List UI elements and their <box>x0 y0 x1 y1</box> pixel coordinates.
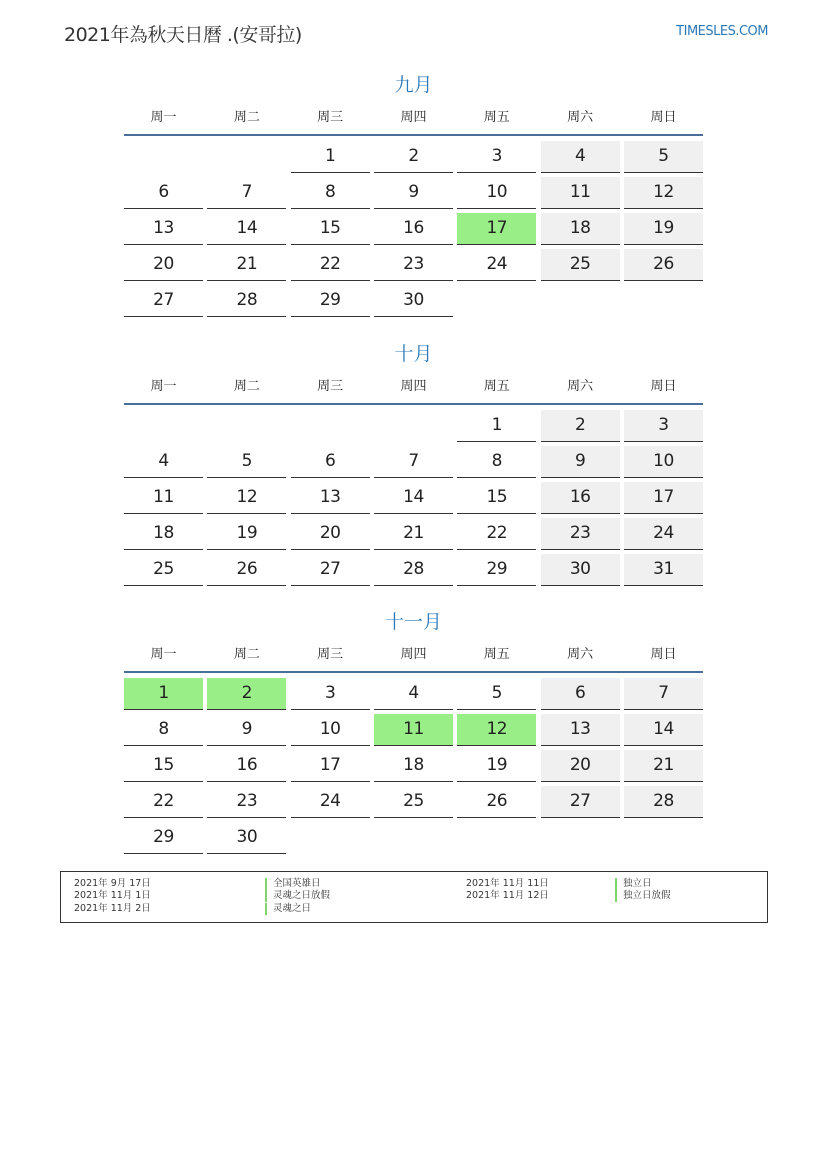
day-cell: 14 <box>374 482 453 514</box>
day-cell: 28 <box>374 554 453 586</box>
day-cell: 5 <box>207 446 286 478</box>
day-cell: 4 <box>124 446 203 478</box>
day-cell: 2 <box>207 678 286 710</box>
legend-holiday-name: 全国英雄日 <box>265 878 321 890</box>
header-divider <box>124 671 703 673</box>
weekday-label: 周日 <box>650 110 677 125</box>
empty-cell <box>541 285 620 317</box>
day-cell: 12 <box>207 482 286 514</box>
weekday-label: 周五 <box>483 379 510 394</box>
weekday-label: 周二 <box>233 110 260 125</box>
day-cell: 18 <box>124 518 203 550</box>
weekday-label: 周三 <box>317 647 344 662</box>
day-cell: 30 <box>207 822 286 854</box>
day-cell: 26 <box>207 554 286 586</box>
header-divider <box>124 403 703 405</box>
weekday-header <box>124 375 703 403</box>
day-cell: 13 <box>541 714 620 746</box>
day-cell: 12 <box>624 177 703 209</box>
weekday-label: 周四 <box>400 379 427 394</box>
day-cell: 22 <box>457 518 536 550</box>
day-cell: 16 <box>207 750 286 782</box>
day-cell: 8 <box>457 446 536 478</box>
day-cell: 29 <box>457 554 536 586</box>
day-cell: 1 <box>291 141 370 173</box>
day-cell: 23 <box>541 518 620 550</box>
weekday-label: 周六 <box>567 110 594 125</box>
month-calendar <box>124 339 703 586</box>
weekday-label: 周日 <box>650 647 677 662</box>
empty-cell <box>624 285 703 317</box>
weekday-label: 周二 <box>233 379 260 394</box>
day-cell: 17 <box>291 750 370 782</box>
empty-cell <box>624 822 703 854</box>
page-title: 2021年為秋天日曆 .(安哥拉) <box>64 24 302 46</box>
day-cell: 13 <box>124 213 203 245</box>
day-cell: 27 <box>124 285 203 317</box>
day-cell: 29 <box>124 822 203 854</box>
month-title: 十一月 <box>384 611 442 633</box>
day-cell: 23 <box>374 249 453 281</box>
day-cell: 4 <box>374 678 453 710</box>
day-cell: 3 <box>291 678 370 710</box>
day-cell: 22 <box>291 249 370 281</box>
day-cell: 10 <box>457 177 536 209</box>
day-cell: 13 <box>291 482 370 514</box>
day-cell: 26 <box>624 249 703 281</box>
day-cell: 28 <box>624 786 703 818</box>
weekday-label: 周三 <box>317 379 344 394</box>
empty-cell <box>374 822 453 854</box>
month-calendar <box>124 70 703 317</box>
day-cell: 9 <box>374 177 453 209</box>
weekday-label: 周六 <box>567 647 594 662</box>
month-title: 九月 <box>394 74 433 96</box>
weekday-label: 周日 <box>650 379 677 394</box>
day-cell: 30 <box>374 285 453 317</box>
weekday-label: 周三 <box>317 110 344 125</box>
weekday-label: 周一 <box>150 379 177 394</box>
day-cell: 22 <box>124 786 203 818</box>
day-cell: 19 <box>624 213 703 245</box>
day-cell: 27 <box>291 554 370 586</box>
empty-cell <box>291 822 370 854</box>
day-cell: 1 <box>124 678 203 710</box>
day-cell: 25 <box>374 786 453 818</box>
day-cell: 19 <box>207 518 286 550</box>
day-cell: 14 <box>624 714 703 746</box>
day-cell: 7 <box>374 446 453 478</box>
day-cell: 18 <box>374 750 453 782</box>
day-cell: 16 <box>374 213 453 245</box>
day-cell: 18 <box>541 213 620 245</box>
day-cell: 15 <box>291 213 370 245</box>
legend-date: 2021年 11月 1日 <box>74 890 151 901</box>
day-cell: 28 <box>207 285 286 317</box>
legend-holiday-name: 灵魂之日 <box>265 903 311 915</box>
day-cell: 5 <box>624 141 703 173</box>
legend-holiday-name: 独立日 <box>615 878 652 890</box>
empty-cell <box>291 410 370 442</box>
day-cell: 25 <box>541 249 620 281</box>
header-divider <box>124 134 703 136</box>
weekday-header <box>124 643 703 671</box>
legend-date: 2021年 11月 2日 <box>74 903 151 914</box>
day-cell: 9 <box>541 446 620 478</box>
day-cell: 15 <box>124 750 203 782</box>
day-cell: 3 <box>624 410 703 442</box>
day-cell: 20 <box>291 518 370 550</box>
day-cell: 9 <box>207 714 286 746</box>
day-cell: 25 <box>124 554 203 586</box>
day-cell: 6 <box>124 177 203 209</box>
day-cell: 24 <box>291 786 370 818</box>
day-cell: 6 <box>291 446 370 478</box>
day-cell: 4 <box>541 141 620 173</box>
day-cell: 17 <box>457 213 536 245</box>
day-cell: 21 <box>624 750 703 782</box>
empty-cell <box>374 410 453 442</box>
weekday-header <box>124 106 703 134</box>
day-cell: 24 <box>624 518 703 550</box>
day-cell: 31 <box>624 554 703 586</box>
day-cell: 21 <box>374 518 453 550</box>
day-cell: 5 <box>457 678 536 710</box>
legend-date: 2021年 9月 17日 <box>74 878 151 889</box>
day-cell: 1 <box>457 410 536 442</box>
day-cell: 30 <box>541 554 620 586</box>
day-cell: 10 <box>624 446 703 478</box>
brand-link[interactable]: TIMESLES.COM <box>676 24 768 39</box>
day-cell: 21 <box>207 249 286 281</box>
weekday-label: 周五 <box>483 110 510 125</box>
day-cell: 7 <box>207 177 286 209</box>
day-cell: 10 <box>291 714 370 746</box>
day-cell: 23 <box>207 786 286 818</box>
day-grid <box>124 141 703 317</box>
day-cell: 20 <box>541 750 620 782</box>
empty-cell <box>457 822 536 854</box>
day-cell: 20 <box>124 249 203 281</box>
day-cell: 19 <box>457 750 536 782</box>
day-cell: 3 <box>457 141 536 173</box>
empty-cell <box>124 410 203 442</box>
day-cell: 12 <box>457 714 536 746</box>
day-cell: 11 <box>124 482 203 514</box>
weekday-label: 周四 <box>400 647 427 662</box>
weekday-label: 周六 <box>567 379 594 394</box>
weekday-label: 周四 <box>400 110 427 125</box>
legend-holiday-name: 独立日放假 <box>615 890 671 902</box>
day-cell: 8 <box>124 714 203 746</box>
empty-cell <box>124 141 203 173</box>
day-cell: 29 <box>291 285 370 317</box>
empty-cell <box>541 822 620 854</box>
empty-cell <box>207 410 286 442</box>
weekday-label: 周一 <box>150 110 177 125</box>
holiday-legend <box>60 871 768 923</box>
day-cell: 26 <box>457 786 536 818</box>
day-cell: 11 <box>374 714 453 746</box>
day-cell: 2 <box>374 141 453 173</box>
month-calendar <box>124 607 703 854</box>
day-cell: 11 <box>541 177 620 209</box>
legend-date: 2021年 11月 11日 <box>466 878 549 889</box>
day-cell: 7 <box>624 678 703 710</box>
weekday-label: 周五 <box>483 647 510 662</box>
weekday-label: 周二 <box>233 647 260 662</box>
weekday-label: 周一 <box>150 647 177 662</box>
legend-date: 2021年 11月 12日 <box>466 890 549 901</box>
day-cell: 8 <box>291 177 370 209</box>
day-grid <box>124 410 703 586</box>
day-cell: 16 <box>541 482 620 514</box>
day-cell: 24 <box>457 249 536 281</box>
day-cell: 17 <box>624 482 703 514</box>
empty-cell <box>457 285 536 317</box>
day-cell: 2 <box>541 410 620 442</box>
month-title: 十月 <box>394 343 433 365</box>
day-grid <box>124 678 703 854</box>
empty-cell <box>207 141 286 173</box>
legend-holiday-name: 灵魂之日放假 <box>265 890 330 902</box>
day-cell: 27 <box>541 786 620 818</box>
day-cell: 6 <box>541 678 620 710</box>
day-cell: 15 <box>457 482 536 514</box>
day-cell: 14 <box>207 213 286 245</box>
